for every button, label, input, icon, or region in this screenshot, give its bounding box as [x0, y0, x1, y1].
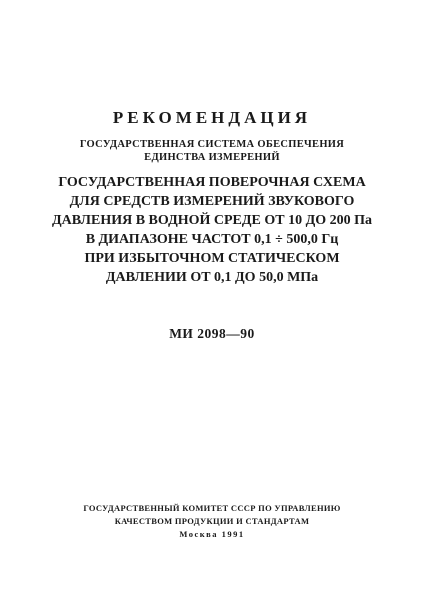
- document-heading: [0, 108, 424, 128]
- title-line-4: В ДИАПАЗОНЕ ЧАСТОТ 0,1 ÷ 500,0 Гц: [85, 232, 339, 247]
- title-line-6: ДАВЛЕНИИ ОТ 0,1 ДО 50,0 МПа: [105, 270, 319, 285]
- heading-text: РЕКОМЕНДАЦИЯ: [112, 108, 312, 127]
- title-line-5: ПРИ ИЗБЫТОЧНОМ СТАТИЧЕСКОМ: [84, 251, 340, 266]
- series-title: [0, 138, 424, 164]
- publisher-block: [0, 502, 424, 541]
- code-text: МИ 2098—90: [169, 326, 255, 341]
- title-line-1: ГОСУДАРСТВЕННАЯ ПОВЕРОЧНАЯ СХЕМА: [58, 175, 366, 190]
- series-line-1: ГОСУДАРСТВЕННАЯ СИСТЕМА ОБЕСПЕЧЕНИЯ: [79, 139, 345, 150]
- document-code: [0, 326, 424, 342]
- place-year: Москва 1991: [179, 529, 245, 539]
- title-line-3: ДАВЛЕНИЯ В ВОДНОЙ СРЕДЕ ОТ 10 ДО 200 Па: [52, 213, 372, 228]
- series-line-2: ЕДИНСТВА ИЗМЕРЕНИЙ: [144, 152, 280, 163]
- publisher-line-1: ГОСУДАРСТВЕННЫЙ КОМИТЕТ СССР ПО УПРАВЛЕНИЮ: [83, 503, 341, 513]
- publisher-line-2: КАЧЕСТВОМ ПРОДУКЦИИ И СТАНДАРТАМ: [114, 516, 310, 526]
- document-title: [0, 173, 424, 287]
- title-line-2: ДЛЯ СРЕДСТВ ИЗМЕРЕНИЙ ЗВУКОВОГО: [69, 194, 355, 209]
